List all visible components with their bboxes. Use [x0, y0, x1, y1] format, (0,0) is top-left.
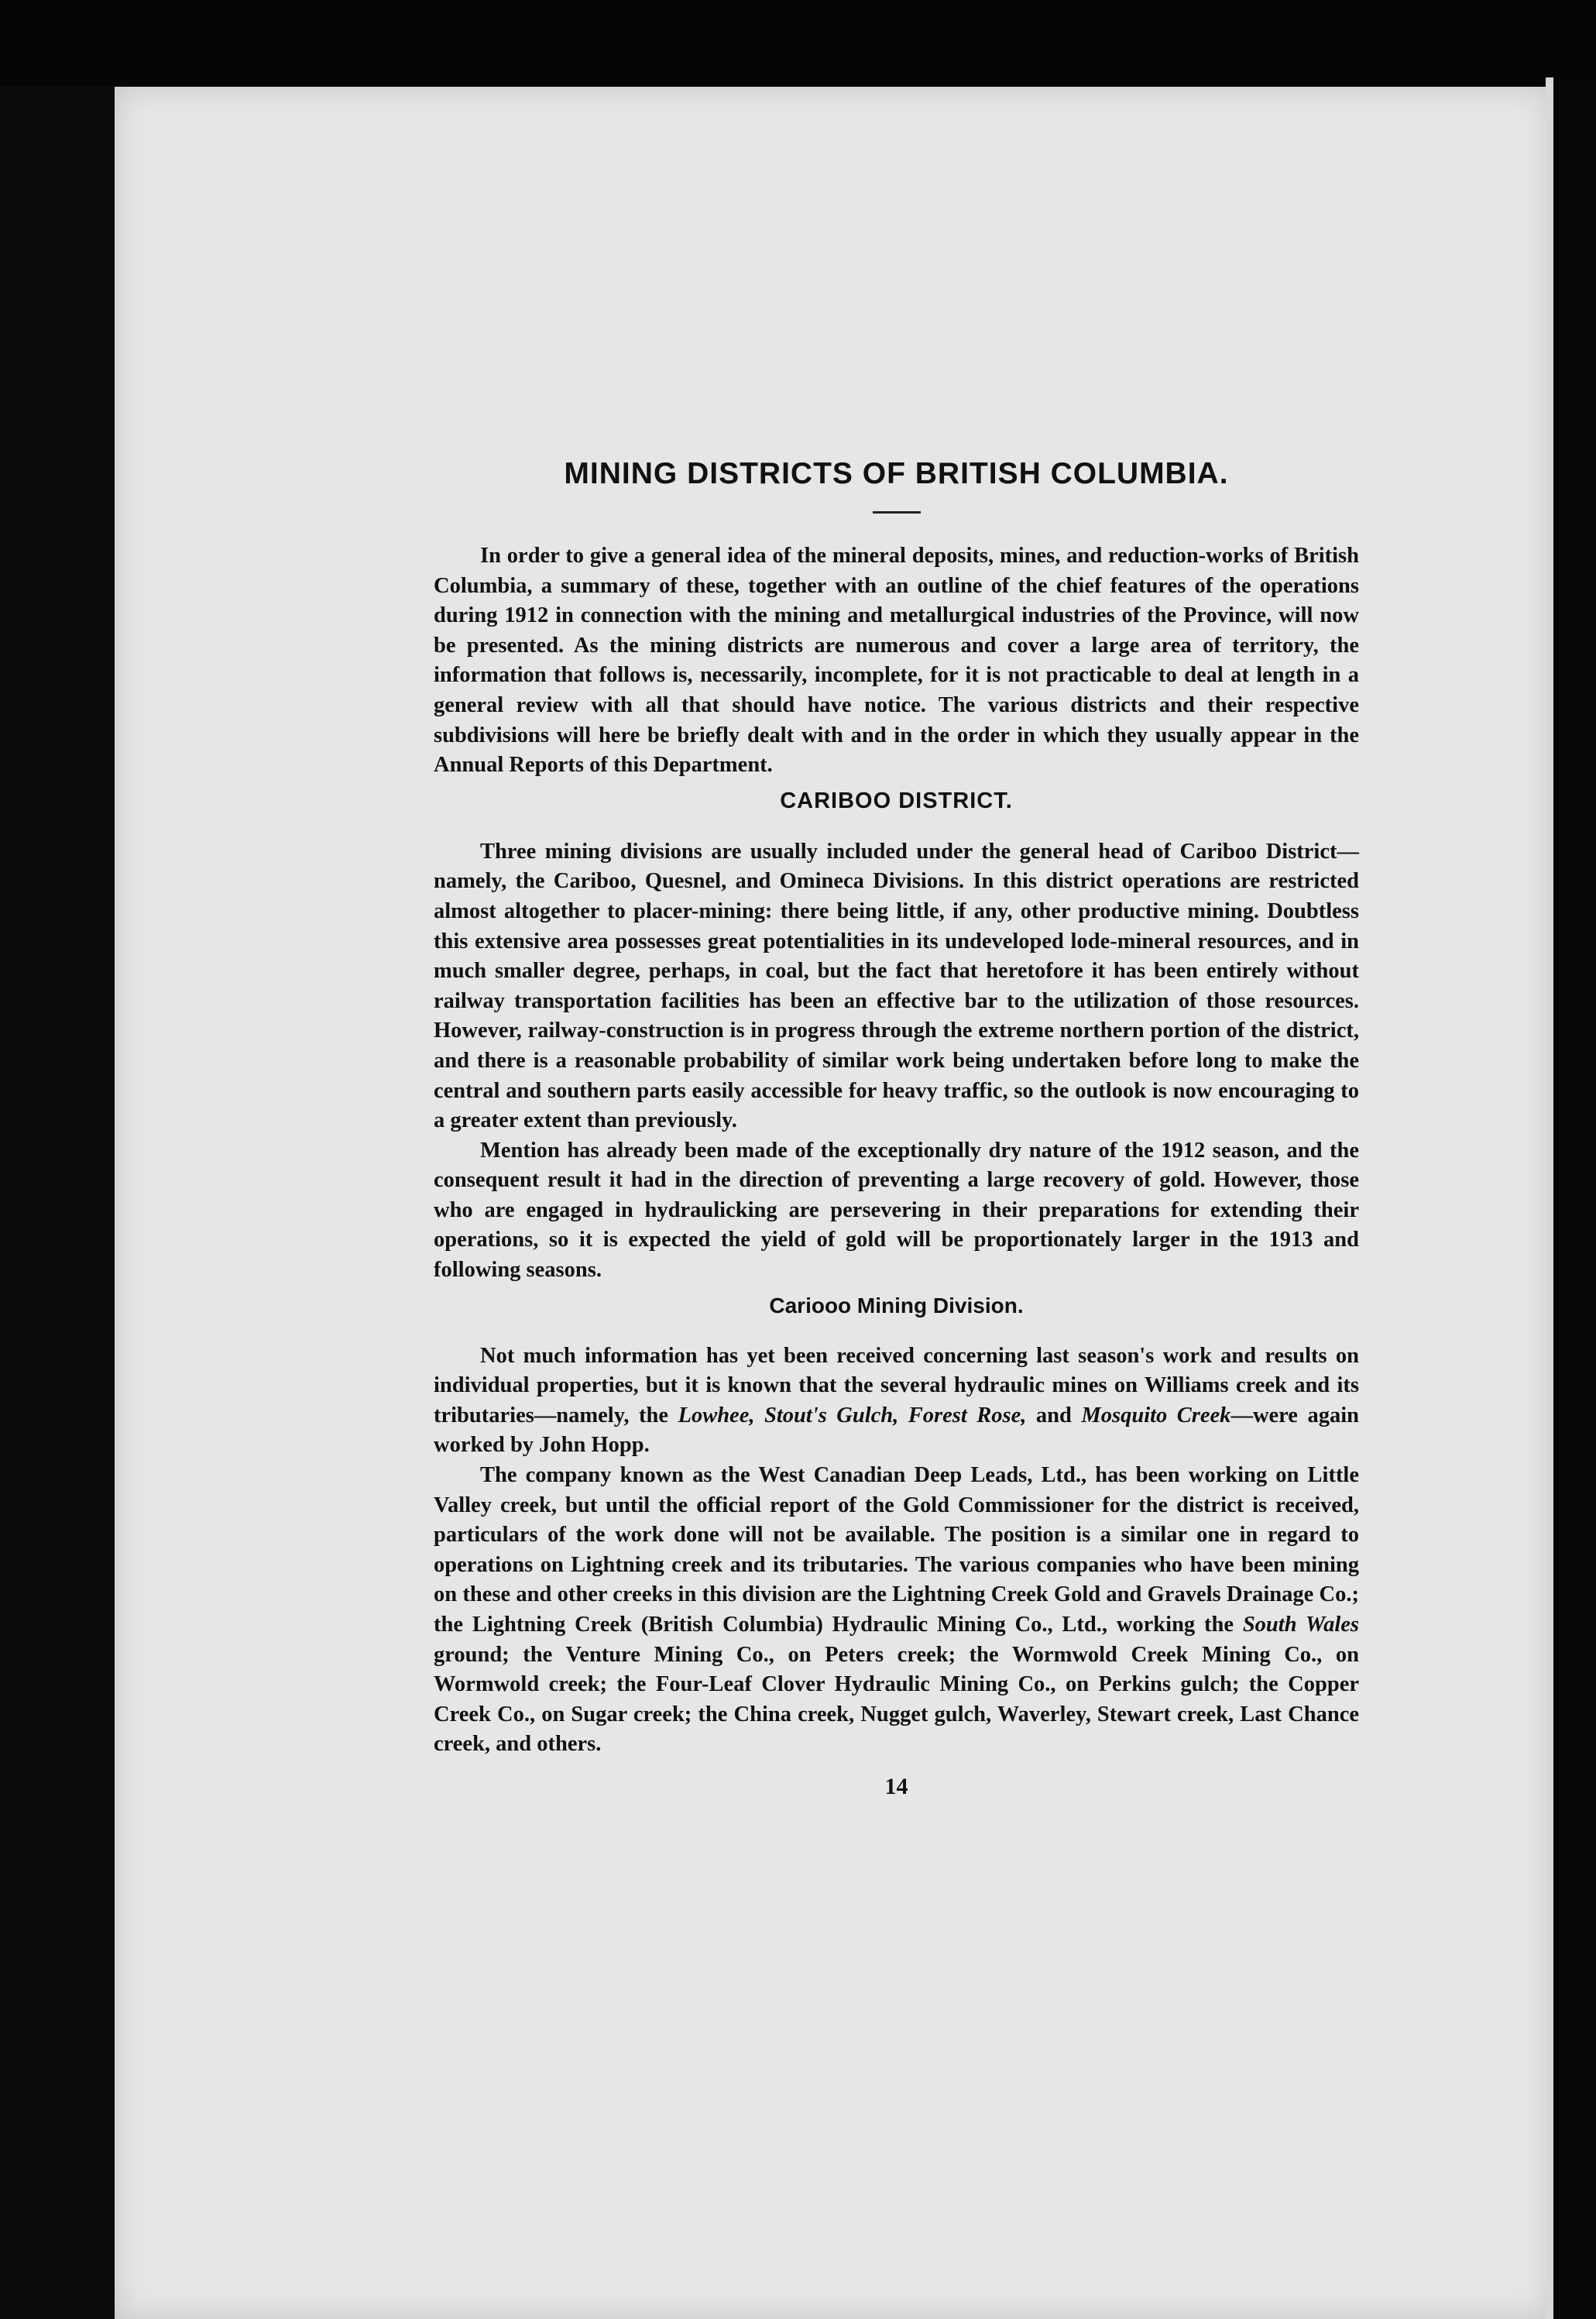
scan-right-border	[1553, 77, 1596, 2319]
page-title: MINING DISTRICTS OF BRITISH COLUMBIA.	[564, 457, 1229, 490]
text-run: Not much information has yet been received concerning last season's work and results on individual properties, but it is known that the several hydraulic mines on Williams creek and its tributaries—namely, the	[434, 1343, 1359, 1427]
text-run: and	[1026, 1403, 1082, 1427]
section-paragraph-1: Three mining divisions are usually included under the general head of Cariboo District—namely, the Cariboo, Quesnel, and Omineca Divisions. In this district operations are restricted almost altogether to placer-mining: there being little, if any, other productive mining. Doubtless this extensive area possesses great potentialities in its undeveloped lode-mineral resources, and in much smaller degree, perhaps, in coal, but the fact that heretofore it has been entirely without railway transportation facilities has been an effective bar to the utilization of those resources. However, railway-construction is in progress through the extreme northern portion of the district, and there is a reasonable probability of similar work being undertaken before long to make the central and southern parts easily accessible for heavy traffic, so the outlook is now encouraging to a greater extent than previously.	[434, 839, 1359, 1133]
subsection-paragraph-1	[434, 1342, 1359, 1461]
scan-top-border	[0, 0, 1596, 85]
title-rule	[873, 511, 921, 514]
section-heading: CARIBOO DISTRICT.	[780, 788, 1013, 813]
page-number: 14	[884, 1773, 908, 1799]
section-paragraph-2: Mention has already been made of the exceptionally dry nature of the 1912 season, and the consequent result it had in the direction of preventing a large recovery of gold. However, those who are engaged in hydraulicking are persevering in their preparations for extending their operations, so it is expected the yield of gold will be proportionately larger in the 1913 and following seasons.	[434, 1138, 1359, 1283]
text-run: The company known as the West Canadian Deep Leads, Ltd., has been working on Little Valley creek, but until the official report of the Gold Commissioner for the district is received, particulars of the work done will not be available. The position is a similar one in regard to operations on Lightning creek and its tributaries. The various companies who have been mining on these and other creeks in this division are the Lightning Creek Gold and Gravels Drainage Co.; the Lightning Creek (British Columbia) Hydraulic Mining Co., Ltd., working the	[434, 1463, 1359, 1637]
intro-paragraph: In order to give a general idea of the mineral deposits, mines, and reduction-works of British Columbia, a summary of these, together with an outline of the chief features of the operations during 1912 in connection with the mining and metallurgical industries of the Province, will now be presented. As the mining districts are numerous and cover a large area of territory, the information that follows is, necessarily, incomplete, for it is not practicable to deal at length in a general review with all that should have notice. The various districts and their respective subdivisions will here be briefly dealt with and in the order in which they usually appear in the Annual Reports of this Department.	[434, 544, 1359, 778]
page-content	[434, 457, 1359, 1800]
text-run: —were again worked by John Hopp.	[434, 1403, 1359, 1458]
subsection-paragraph-2	[434, 1461, 1359, 1760]
italic-run: South Wales	[1242, 1613, 1359, 1637]
italic-run: Mosquito Creek	[1081, 1403, 1231, 1427]
text-run: ground; the Venture Mining Co., on Peters creek; the Wormwold Creek Mining Co., on Wormwold creek; the Four-Leaf Clover Hydraulic Mining Co., on Perkins gulch; the Copper Creek Co., on Sugar creek; the China creek, Nugget gulch, Waverley, Stewart creek, Last Chance creek, and others.	[434, 1642, 1359, 1757]
italic-run: Lowhee, Stout's Gulch, Forest Rose,	[678, 1403, 1027, 1427]
subsection-heading: Cariooo Mining Division.	[769, 1293, 1024, 1318]
page-edge	[1546, 77, 1553, 2319]
